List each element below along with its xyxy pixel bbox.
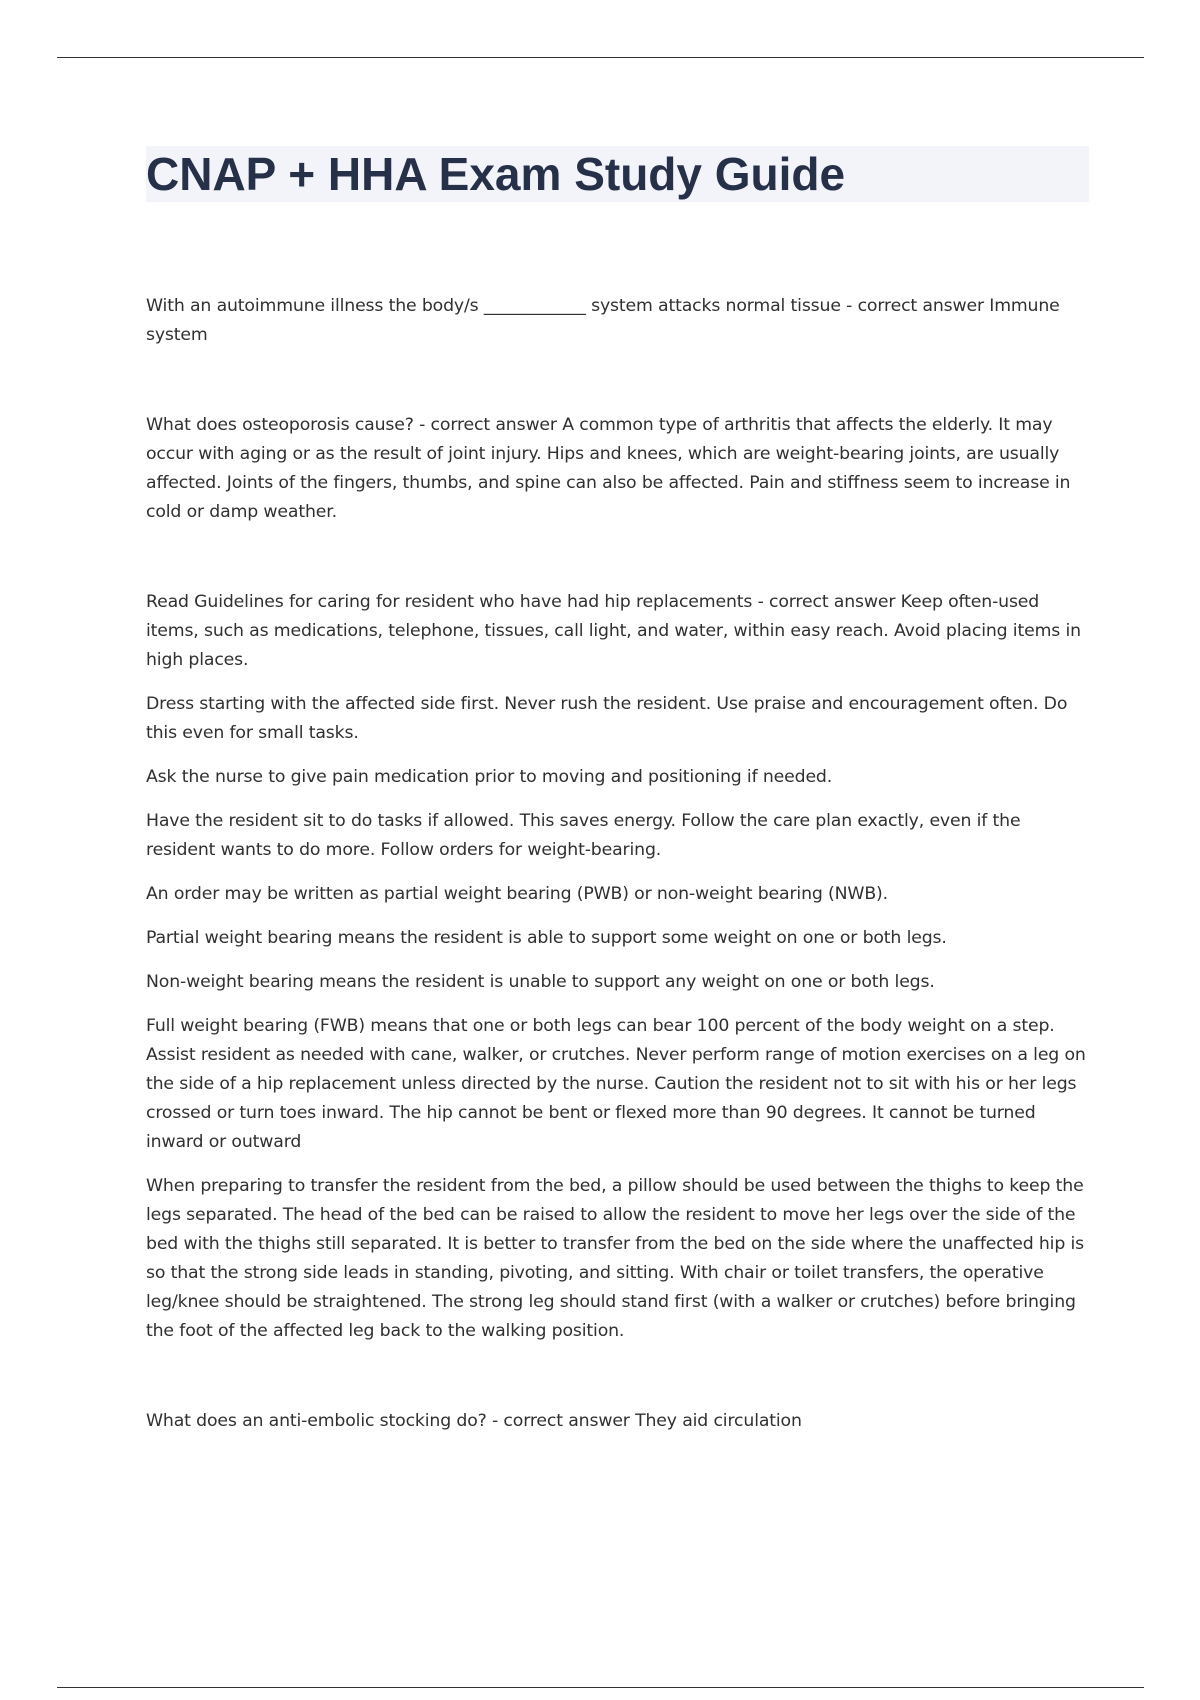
paragraph-anti-embolic: What does an anti-embolic stocking do? - correct answer They aid circulation xyxy=(146,1411,802,1431)
paragraph-hip-guidelines: Read Guidelines for caring for resident who have had hip replacements - correct answer Keep often-used items, such as medications, telephone, tissues, call light, and water, within easy reach. Avoid placing items in high places. xyxy=(146,592,1081,670)
paragraph-osteoporosis: What does osteoporosis cause? - correct answer A common type of arthritis that affects the elderly. It may occur with aging or as the result of joint injury. Hips and knees, which are weight-bearing joints, are usually affected. Joints of the fingers, thumbs, and spine can also be affected. Pain and stiffness seem to increase in cold or damp weather. xyxy=(146,415,1071,522)
paragraph-sit-tasks: Have the resident sit to do tasks if allowed. This saves energy. Follow the care plan exactly, even if the resident wants to do more. Follow orders for weight-bearing. xyxy=(146,811,1021,860)
paragraph-partial-weight: Partial weight bearing means the resident is able to support some weight on one or both legs. xyxy=(146,928,947,948)
document-title: CNAP + HHA Exam Study Guide xyxy=(146,148,846,200)
paragraph-order-types: An order may be written as partial weight bearing (PWB) or non-weight bearing (NWB). xyxy=(146,884,888,904)
bottom-divider xyxy=(57,1687,1144,1688)
top-divider xyxy=(57,57,1144,58)
paragraph-dressing: Dress starting with the affected side first. Never rush the resident. Use praise and encouragement often. Do this even for small tasks. xyxy=(146,694,1068,743)
paragraph-full-weight: Full weight bearing (FWB) means that one or both legs can bear 100 percent of the body weight on a step. Assist resident as needed with cane, walker, or crutches. Never perform range of motion exercises on a leg on the side of a hip replacement unless directed by the nurse. Caution the resident not to sit with his or her legs crossed or turn toes inward. The hip cannot be bent or flexed more than 90 degrees. It cannot be turned inward or outward xyxy=(146,1016,1086,1152)
document-body xyxy=(146,292,1091,1436)
paragraph-pain-medication: Ask the nurse to give pain medication prior to moving and positioning if needed. xyxy=(146,767,833,787)
paragraph-non-weight: Non-weight bearing means the resident is unable to support any weight on one or both legs. xyxy=(146,972,935,992)
paragraph-transfer: When preparing to transfer the resident from the bed, a pillow should be used between the thighs to keep the legs separated. The head of the bed can be raised to allow the resident to move her legs over the side of the bed with the thighs still separated. It is better to transfer from the bed on the side where the unaffected hip is so that the strong side leads in standing, pivoting, and sitting. With chair or toilet transfers, the operative leg/knee should be straightened. The strong leg should stand first (with a walker or crutches) before bringing the foot of the affected leg back to the walking position. xyxy=(146,1176,1084,1341)
paragraph-autoimmune: With an autoimmune illness the body/s ____________ system attacks normal tissue - correct answer Immune system xyxy=(146,296,1060,345)
